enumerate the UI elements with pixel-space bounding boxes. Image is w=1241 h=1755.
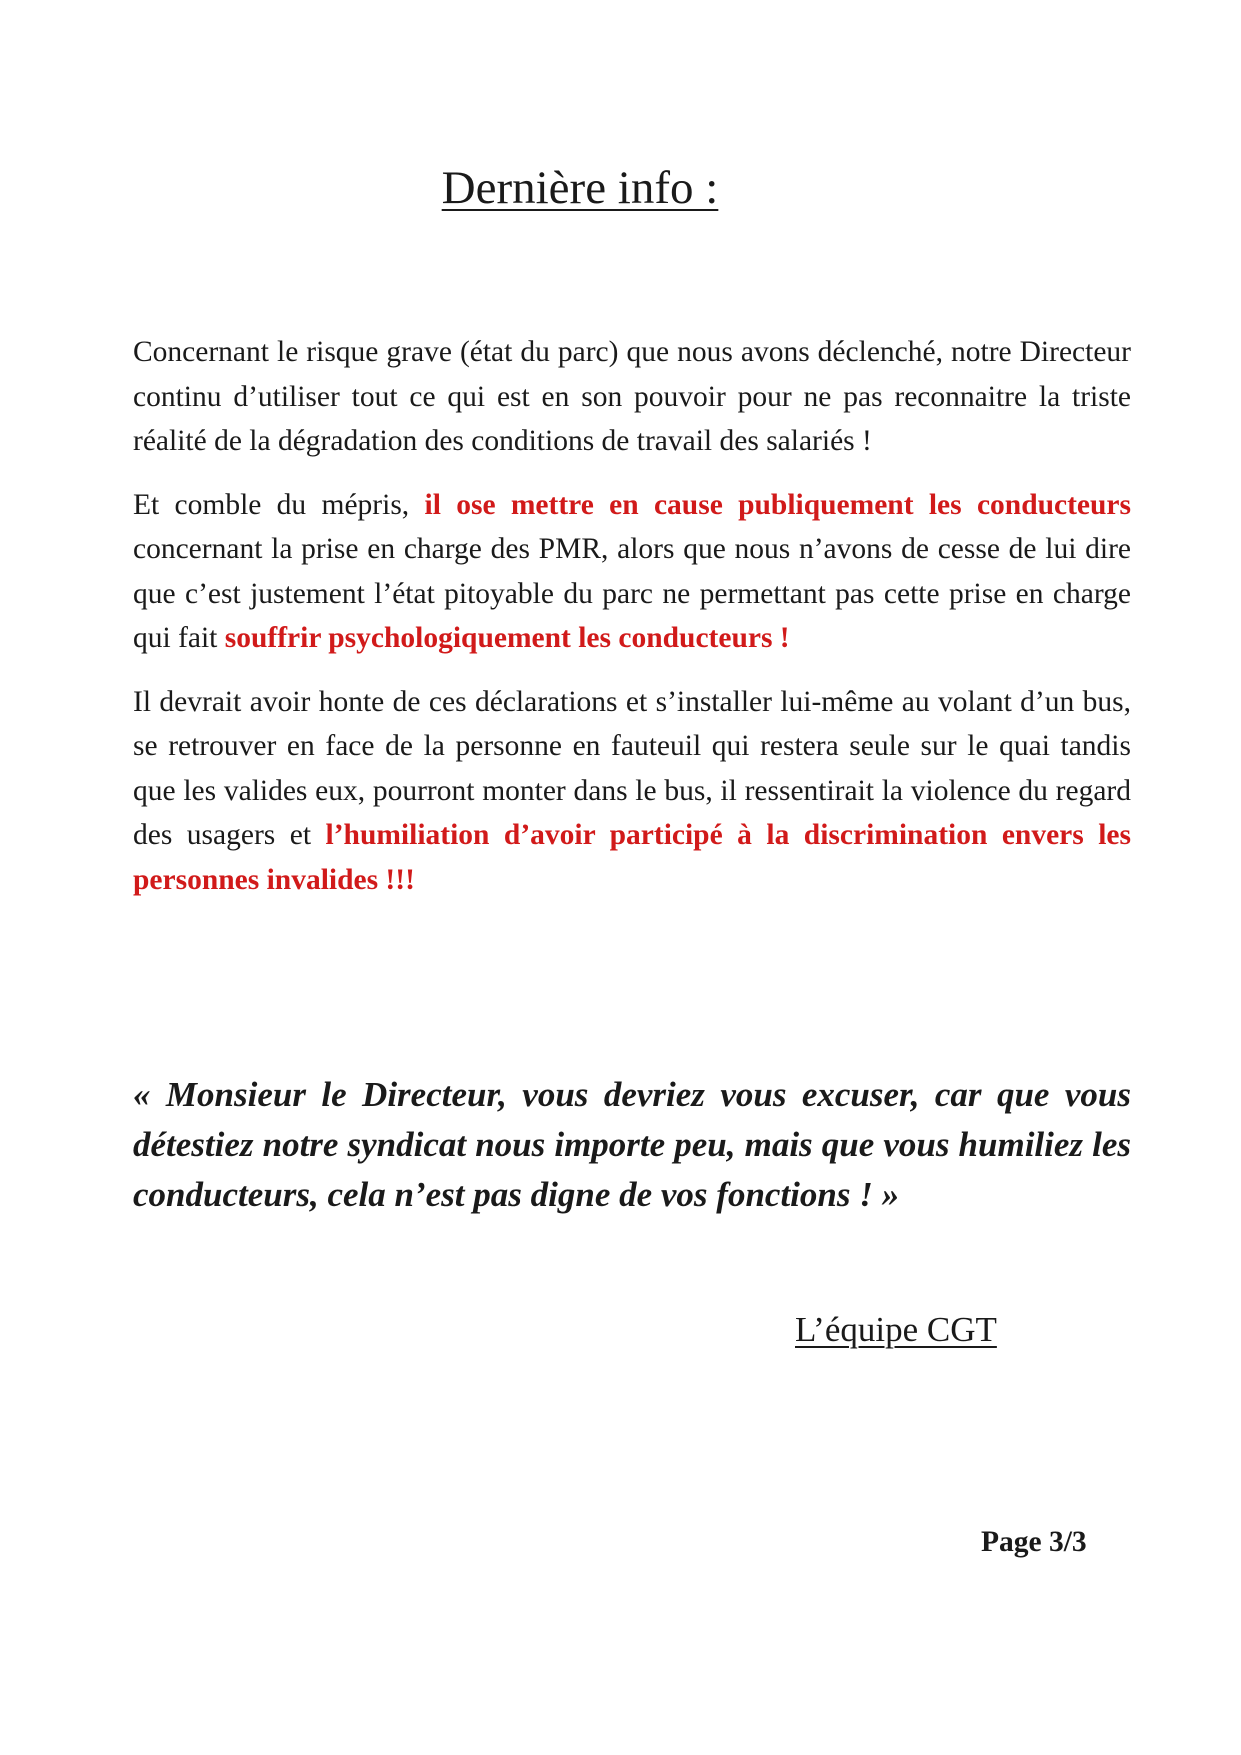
- paragraph-shame-emphasis: l’humiliation d’avoir participé à la discrimination envers les personnes invalides !!!: [133, 819, 1131, 896]
- paragraph-contempt-emphasis-2: souffrir psychologiquement les conducteurs !: [224, 622, 790, 654]
- paragraph-shame-text: Il devrait avoir honte de ces déclarations et s’installer lui-même au volant d’un bus, se retrouver en face de la personne en fauteuil qui restera seule sur le quai tandis que les valides eux, pourront monter dans le bus, il ressentirait la violence du regard des usagers et: [133, 685, 1131, 851]
- signature: L’équipe CGT: [795, 1310, 997, 1349]
- page-number: Page 3/3: [981, 1526, 1087, 1558]
- paragraph-contempt-text-1: Et comble du mépris,: [133, 488, 425, 521]
- paragraph-contempt-emphasis-1: il ose mettre en cause publiquement les conducteurs: [424, 488, 1131, 521]
- body-text: [133, 330, 1131, 921]
- paragraph-risk: [133, 330, 1131, 464]
- paragraph-contempt-text-2: concernant la prise en charge des PMR, alors que nous n’avons de cesse de lui dire que c’est justement l’état pitoyable du parc ne permettant pas cette prise en charge qui fait: [133, 533, 1131, 654]
- paragraph-shame: [133, 680, 1131, 903]
- director-quote: « Monsieur le Directeur, vous devriez vous excuser, car que vous détestiez notre syndicat nous importe peu, mais que vous humiliez les conducteurs, cela n’est pas digne de vos fonctions ! »: [133, 1075, 1131, 1214]
- paragraph-contempt: [133, 483, 1131, 661]
- page-title: Dernière info :: [441, 162, 719, 214]
- paragraph-risk-text: Concernant le risque grave (état du parc) que nous avons déclenché, notre Directeur continu d’utiliser tout ce qui est en son pouvoir pour ne pas reconnaitre la triste réalité de la dégradation des conditions de travail des salariés !: [133, 336, 1131, 457]
